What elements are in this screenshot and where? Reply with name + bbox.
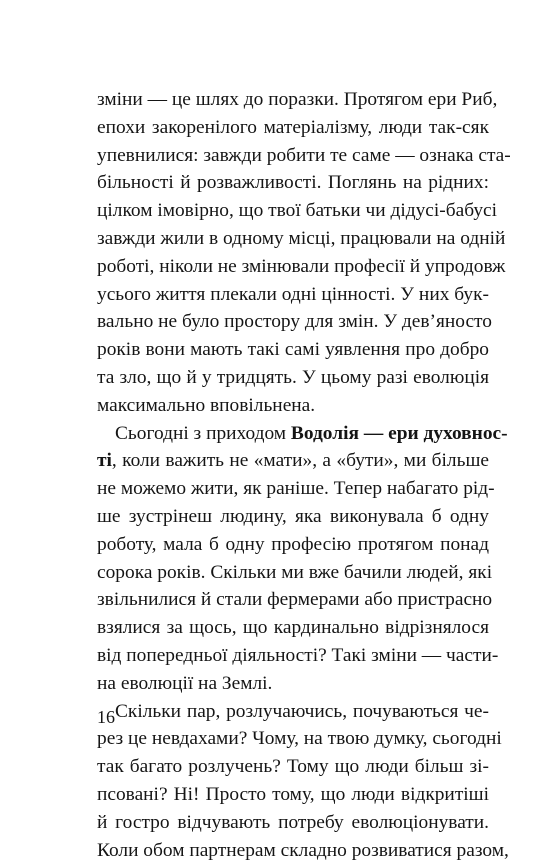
text-line: Коли обом партнерам складно розвиватися разом, (97, 839, 509, 861)
text-line: звільнилися й стали фермерами або пристрасно (97, 589, 493, 611)
text-line: взялися за щось, що кардинально відрізнялося (97, 617, 489, 639)
text-line: завжди жили в одному місці, працювали на одній (97, 227, 506, 249)
text-line (97, 447, 489, 475)
text-line: максимально вповільнена. (97, 394, 316, 416)
bold-term-era: ери духовнос- (388, 422, 508, 444)
page-number: 16 (97, 707, 115, 727)
text-line: сорока років. Скільки ми вже бачили людей, які (97, 561, 493, 583)
text-run: Сьогодні з приходом (115, 422, 291, 444)
text-line: цілком імовірно, що твої батьки чи дідусі-бабусі (97, 200, 498, 222)
text-line: ше зустрінеш людину, яка виконувала б одну (97, 505, 489, 527)
bold-term-aquarius: Водолія (290, 422, 359, 444)
text-line: вально не було простору для змін. У дев’яносто (97, 311, 492, 333)
text-line: від попередньої діяльності? Такі зміни — части- (97, 644, 499, 666)
text-line: так багато розлучень? Тому що люди більш зі- (97, 756, 489, 778)
text-line: роботу, мала б одну професію протягом понад (97, 533, 489, 555)
text-line: усього життя плекали одні цінності. У них бук- (97, 283, 489, 305)
text-line: зміни — це шлях до поразки. Протягом ери Риб, (97, 89, 498, 110)
text-line: не можемо жити, як раніше. Тепер набагато рід- (97, 478, 495, 500)
body-text (97, 86, 511, 864)
text-line: рез це невдахами? Чому, на твою думку, сьогодні (97, 728, 502, 750)
text-run: , коли важить не «мати», а «бути», ми більше (111, 450, 489, 472)
text-run: — (359, 422, 389, 444)
text-line (97, 420, 508, 448)
text-line: й гостро відчувають потребу еволюціонувати. (97, 811, 489, 833)
text-line: років вони мають такі самі уявлення про добро (97, 339, 489, 361)
text-line: епохи закоренілого матеріалізму, люди так-сяк (97, 116, 489, 138)
text-line: роботі, ніколи не змінювали професії й упродовж (97, 255, 506, 277)
text-line: упевнилися: завжди робити те саме — ознака ста- (97, 144, 511, 166)
text-line: псовані? Ні! Просто тому, що люди відкритіші (97, 783, 489, 805)
bold-term-era-end: ті (97, 450, 112, 472)
text-line: більності й розважливості. Поглянь на рідних: (97, 172, 489, 194)
text-line: та зло, що й у тридцять. У цьому разі еволюція (97, 366, 489, 388)
text-line: на еволюції на Землі. (97, 672, 273, 694)
text-line: Скільки пар, розлучаючись, почуваються че- (115, 700, 489, 722)
